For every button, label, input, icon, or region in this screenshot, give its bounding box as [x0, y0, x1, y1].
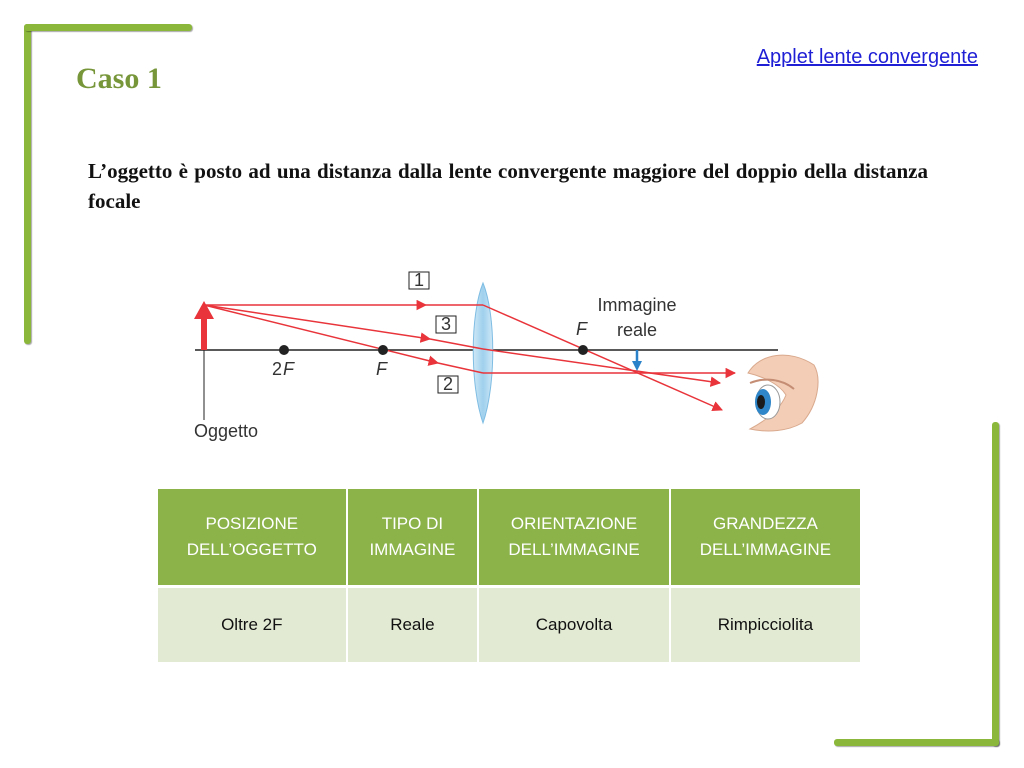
- point-f-left: [378, 345, 388, 355]
- header-line: DELL’IMMAGINE: [699, 540, 832, 559]
- slide-title: Caso 1: [76, 62, 162, 95]
- image-label-line1: Immagine: [597, 295, 677, 315]
- header-image-type: [347, 489, 479, 587]
- header-line: IMMAGINE: [369, 540, 456, 559]
- image-label-line2: reale: [616, 320, 658, 340]
- slide-description: L’oggetto è posto ad una distanza dalla lente convergente maggiore del doppio della distanza focale: [88, 159, 928, 213]
- header-image-size: [670, 489, 860, 587]
- label-2: 2: [272, 359, 283, 379]
- object-arrowhead: [194, 301, 214, 319]
- header-line: GRANDEZZA: [712, 514, 818, 533]
- table-row: [158, 587, 860, 663]
- cell-image-size: Rimpicciolita: [670, 587, 860, 663]
- bracket-vertical-bar: [24, 24, 31, 344]
- ray-2-incoming: [204, 305, 438, 363]
- cell-object-position: Oltre 2F: [158, 587, 347, 663]
- table-header-row: [158, 489, 860, 587]
- object-label: Oggetto: [194, 421, 259, 441]
- header-line: ORIENTAZIONE: [510, 514, 638, 533]
- header-object-position: [158, 489, 347, 587]
- converging-lens-diagram: [190, 255, 830, 455]
- header-line: TIPO DI: [381, 514, 444, 533]
- lens-ray-diagram: [190, 255, 830, 455]
- header-image-orientation: [478, 489, 670, 587]
- label-f-left: F: [376, 359, 387, 379]
- eye-icon: [748, 355, 818, 431]
- header-line: DELL’IMMAGINE: [508, 540, 640, 559]
- label-f-right: F: [576, 319, 587, 339]
- ray-3-incoming: [204, 305, 430, 339]
- header-line: POSIZIONE: [205, 514, 299, 533]
- ray-3-refracted: [483, 349, 720, 383]
- applet-link[interactable]: Applet lente convergente: [756, 46, 978, 68]
- ray-1-refracted: [483, 305, 722, 410]
- bracket-horizontal-bar: [834, 739, 999, 746]
- cell-image-type: Reale: [347, 587, 479, 663]
- ray-2-number: 2: [442, 374, 454, 394]
- lens: [473, 283, 493, 423]
- summary-table: [158, 489, 860, 662]
- bracket-vertical-bar: [992, 422, 999, 746]
- cell-image-orientation: Capovolta: [478, 587, 670, 663]
- point-2f: [279, 345, 289, 355]
- header-line: DELL’OGGETTO: [186, 540, 317, 559]
- bracket-horizontal-bar: [24, 24, 192, 31]
- ray-1-number: 1: [413, 270, 425, 290]
- ray-3-number: 3: [440, 314, 452, 334]
- image-arrowhead: [632, 361, 642, 371]
- label-2f-f: F: [283, 359, 294, 379]
- point-f-right: [578, 345, 588, 355]
